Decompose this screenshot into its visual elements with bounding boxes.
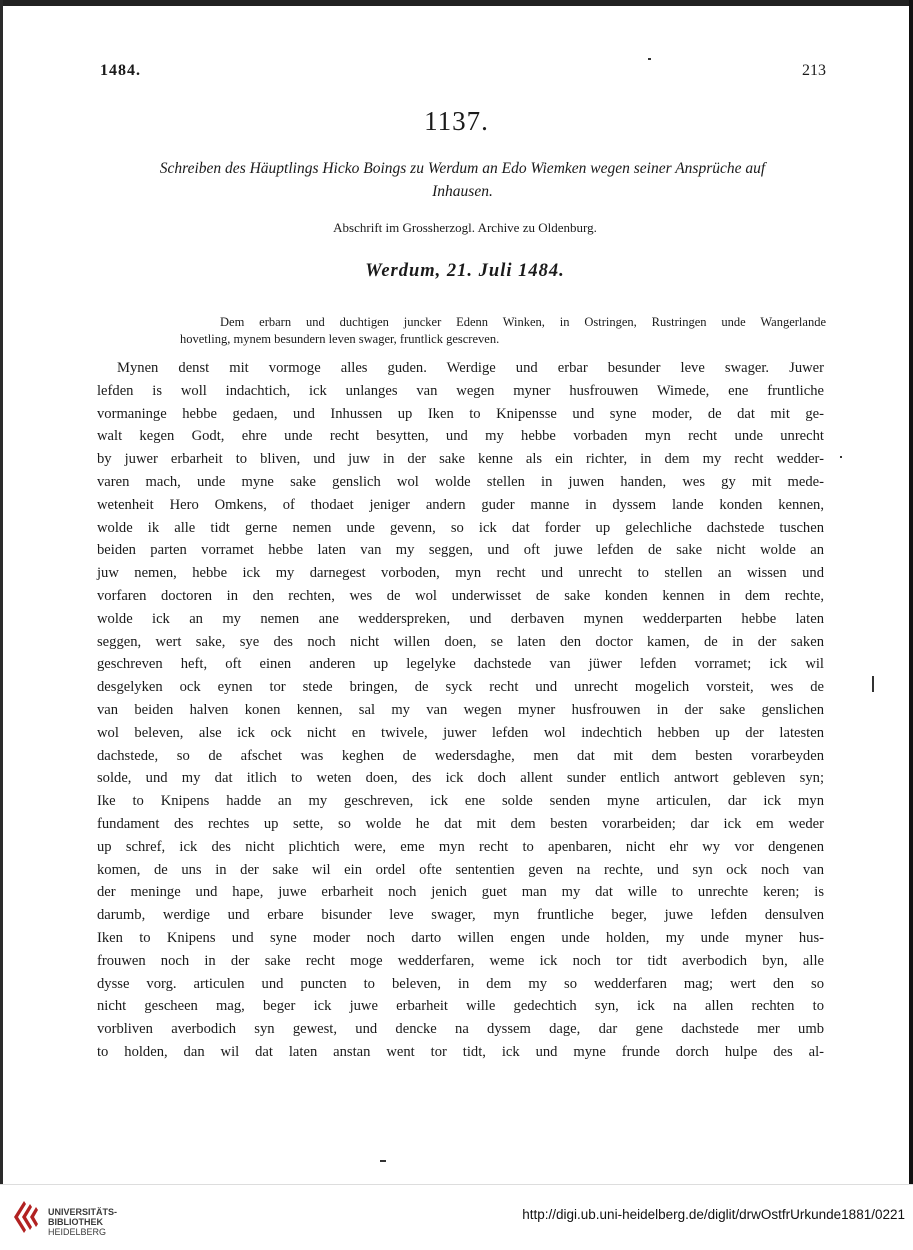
scan-edge-top [0,0,913,6]
body-line: komen, de uns in der sake wil ein ordel ofte sententien geven na rechte, und syn ock noch van [97,861,824,878]
scan-edge-left [0,0,3,1184]
body-line: der meninge und hape, juwe erbarheit noch jenich guet man my dat wille to unrechte keren; is [97,884,824,901]
body-line: seggen, wert sake, sye des noch nicht willen doen, se laten den doctor kamen, de in der saken [97,633,824,650]
body-line: van beiden halven konen kennen, sal my van wegen myner husfrouwen in der sake genslichen [97,701,824,718]
body-line: wolde ick an my nemen ane wedderspreken, und derbaven mynen wedderparten hebbe laten [97,610,824,627]
body-line: Iken to Knipens und syne moder noch darto willen engen unde holden, my unde myner hus- [97,929,824,946]
body-line: Ike to Knipens hadde an my geschreven, ick ene solde senden myne articulen, dar ick myn [97,793,824,810]
body-line: frouwen noch in der sake recht moge wedderfaren, weme ick noch tor tidt averbodich byn, alle [97,952,824,969]
body-line: darumb, werdige und erbare bisunder leve swager, myn fruntliche beger, juwe lefden densulven [97,907,824,924]
body-line: lefden is woll indachtich, ick unlanges van wegen myner husfrouwen Wimede, ene fruntliche [97,382,824,399]
library-name-line: HEIDELBERG [48,1227,107,1237]
document-number: 1137. [424,106,489,136]
address-block [180,314,826,348]
body-line: solde, und my dat itlich to weten doen, des ick doch allent sunder entlich antwort gebleven syn; [97,770,824,787]
body-line: by juwer erbarheit to bliven, und juw in der sake kenne als ein richter, in dem my recht wedder- [97,451,824,468]
body-line: wetenheit Hero Omkens, of thodaet jeniger andern guder manne in dyssem lande konden kennen, [97,496,824,513]
page-number: 213 [802,62,826,79]
body-line: dachstede, so de afschet was keghen de wedersdaghe, men dat mit dem besten vorarbeyden [97,747,824,764]
scan-speck [872,676,874,692]
body-line: dysse vorg. articulen und puncten to beleven, in dem my so wedderfaren mag; wert den so [97,975,824,992]
body-text [97,357,824,1064]
footer-bar [0,1184,913,1250]
document-title-line: Inhausen. [432,183,493,200]
body-line: varen mach, unde myne sake genslich wol wolde stellen in juwen handen, wes gy mit mede- [97,473,824,490]
scan-edge-right [909,0,913,1184]
body-line: to holden, dan wil dat laten anstan went tor tidt, ick und myne frunde dorch hulpe des al- [97,1043,824,1060]
body-line: vorbliven averbodich syn gewest, und dencke na dyssem dage, dar gene dachstede mer umb [97,1021,824,1038]
body-line: fundament des rechtes up sette, so wolde he dat mit dem besten vorarbeiden; dar ick em weder [97,815,824,832]
source-url[interactable]: http://digi.ub.uni-heidelberg.de/diglit/drwOstfrUrkunde1881/0221 [522,1207,905,1222]
document-title-line: Schreiben des Häuptlings Hicko Boings zu Werdum an Edo Wiemken wegen seiner Ansprüche auf [159,160,766,177]
body-line: juw nemen, hebbe ick my darnegest vorboden, myn recht und unrecht to stellen an wissen und [97,565,824,582]
body-line: wol beleven, alse ick ock nicht en twivele, juwer lefden wol indechtich hebben up der latesten [97,724,824,741]
document-title [96,157,829,203]
page-header [100,62,826,84]
address-line: hovetling, mynem besundern leven swager, fruntlick gescreven. [180,332,500,346]
library-logo[interactable] [10,1195,135,1239]
body-line: walt kegen Godt, ehre unde recht besytten, und my hebbe vorbaden myn recht unde unrecht [97,428,824,445]
document-date: Werdum, 21. Juli 1484. [365,261,565,281]
library-emblem-icon [10,1195,42,1239]
body-line: desgelyken ock eynen tor stede bringen, de syck recht und unrecht mogelich vorsteit, wes de [97,679,824,696]
library-name-line: UNIVERSITÄTS- [48,1207,118,1217]
body-line: up schref, ick des nicht plichtich were, eme myn recht to apenbaren, nicht ehr wy vor dengenen [97,838,824,855]
body-line: vorfaren doctoren in den rechten, wes de wol underwisset de sake konden kennen in dem rechte, [97,587,824,604]
scan-speck [380,1160,386,1162]
address-line: Dem erbarn und duchtigen juncker Edenn Winken, in Ostringen, Rustringen unde Wangerlande [220,315,826,329]
body-line: vormaninge hebbe gedaen, und Inhussen up Iken to Knipensse und syne moder, de dat mit ge- [97,405,824,422]
body-line: Mynen denst mit vormoge alles guden. Werdige und erbar besunder leve swager. Juwer [117,360,824,376]
scan-speck [840,456,842,458]
scan-speck [648,58,651,60]
library-name [48,1207,117,1237]
document-source: Abschrift im Grossherzogl. Archive zu Oldenburg. [333,220,597,235]
body-line: geschreven heft, oft einen anderen up legelyke dachstede van jüwer lefden vorramet; ick wil [97,656,824,673]
body-line: beiden parten vorramet hebbe laten van my seggen, und oft juwe lefden de sake nicht wolde an [97,542,824,559]
body-line: wolde ik alle tidt gerne nemen unde gevenn, so ick dat forder up gelechliche dachstede tuschen [97,519,824,536]
body-line: nicht gescheen mag, beger ick juwe erbarheit wille gedechtich syn, ick na allen rechten to [97,998,824,1015]
header-year: 1484. [100,62,141,79]
library-name-line: BIBLIOTHEK [48,1217,103,1227]
